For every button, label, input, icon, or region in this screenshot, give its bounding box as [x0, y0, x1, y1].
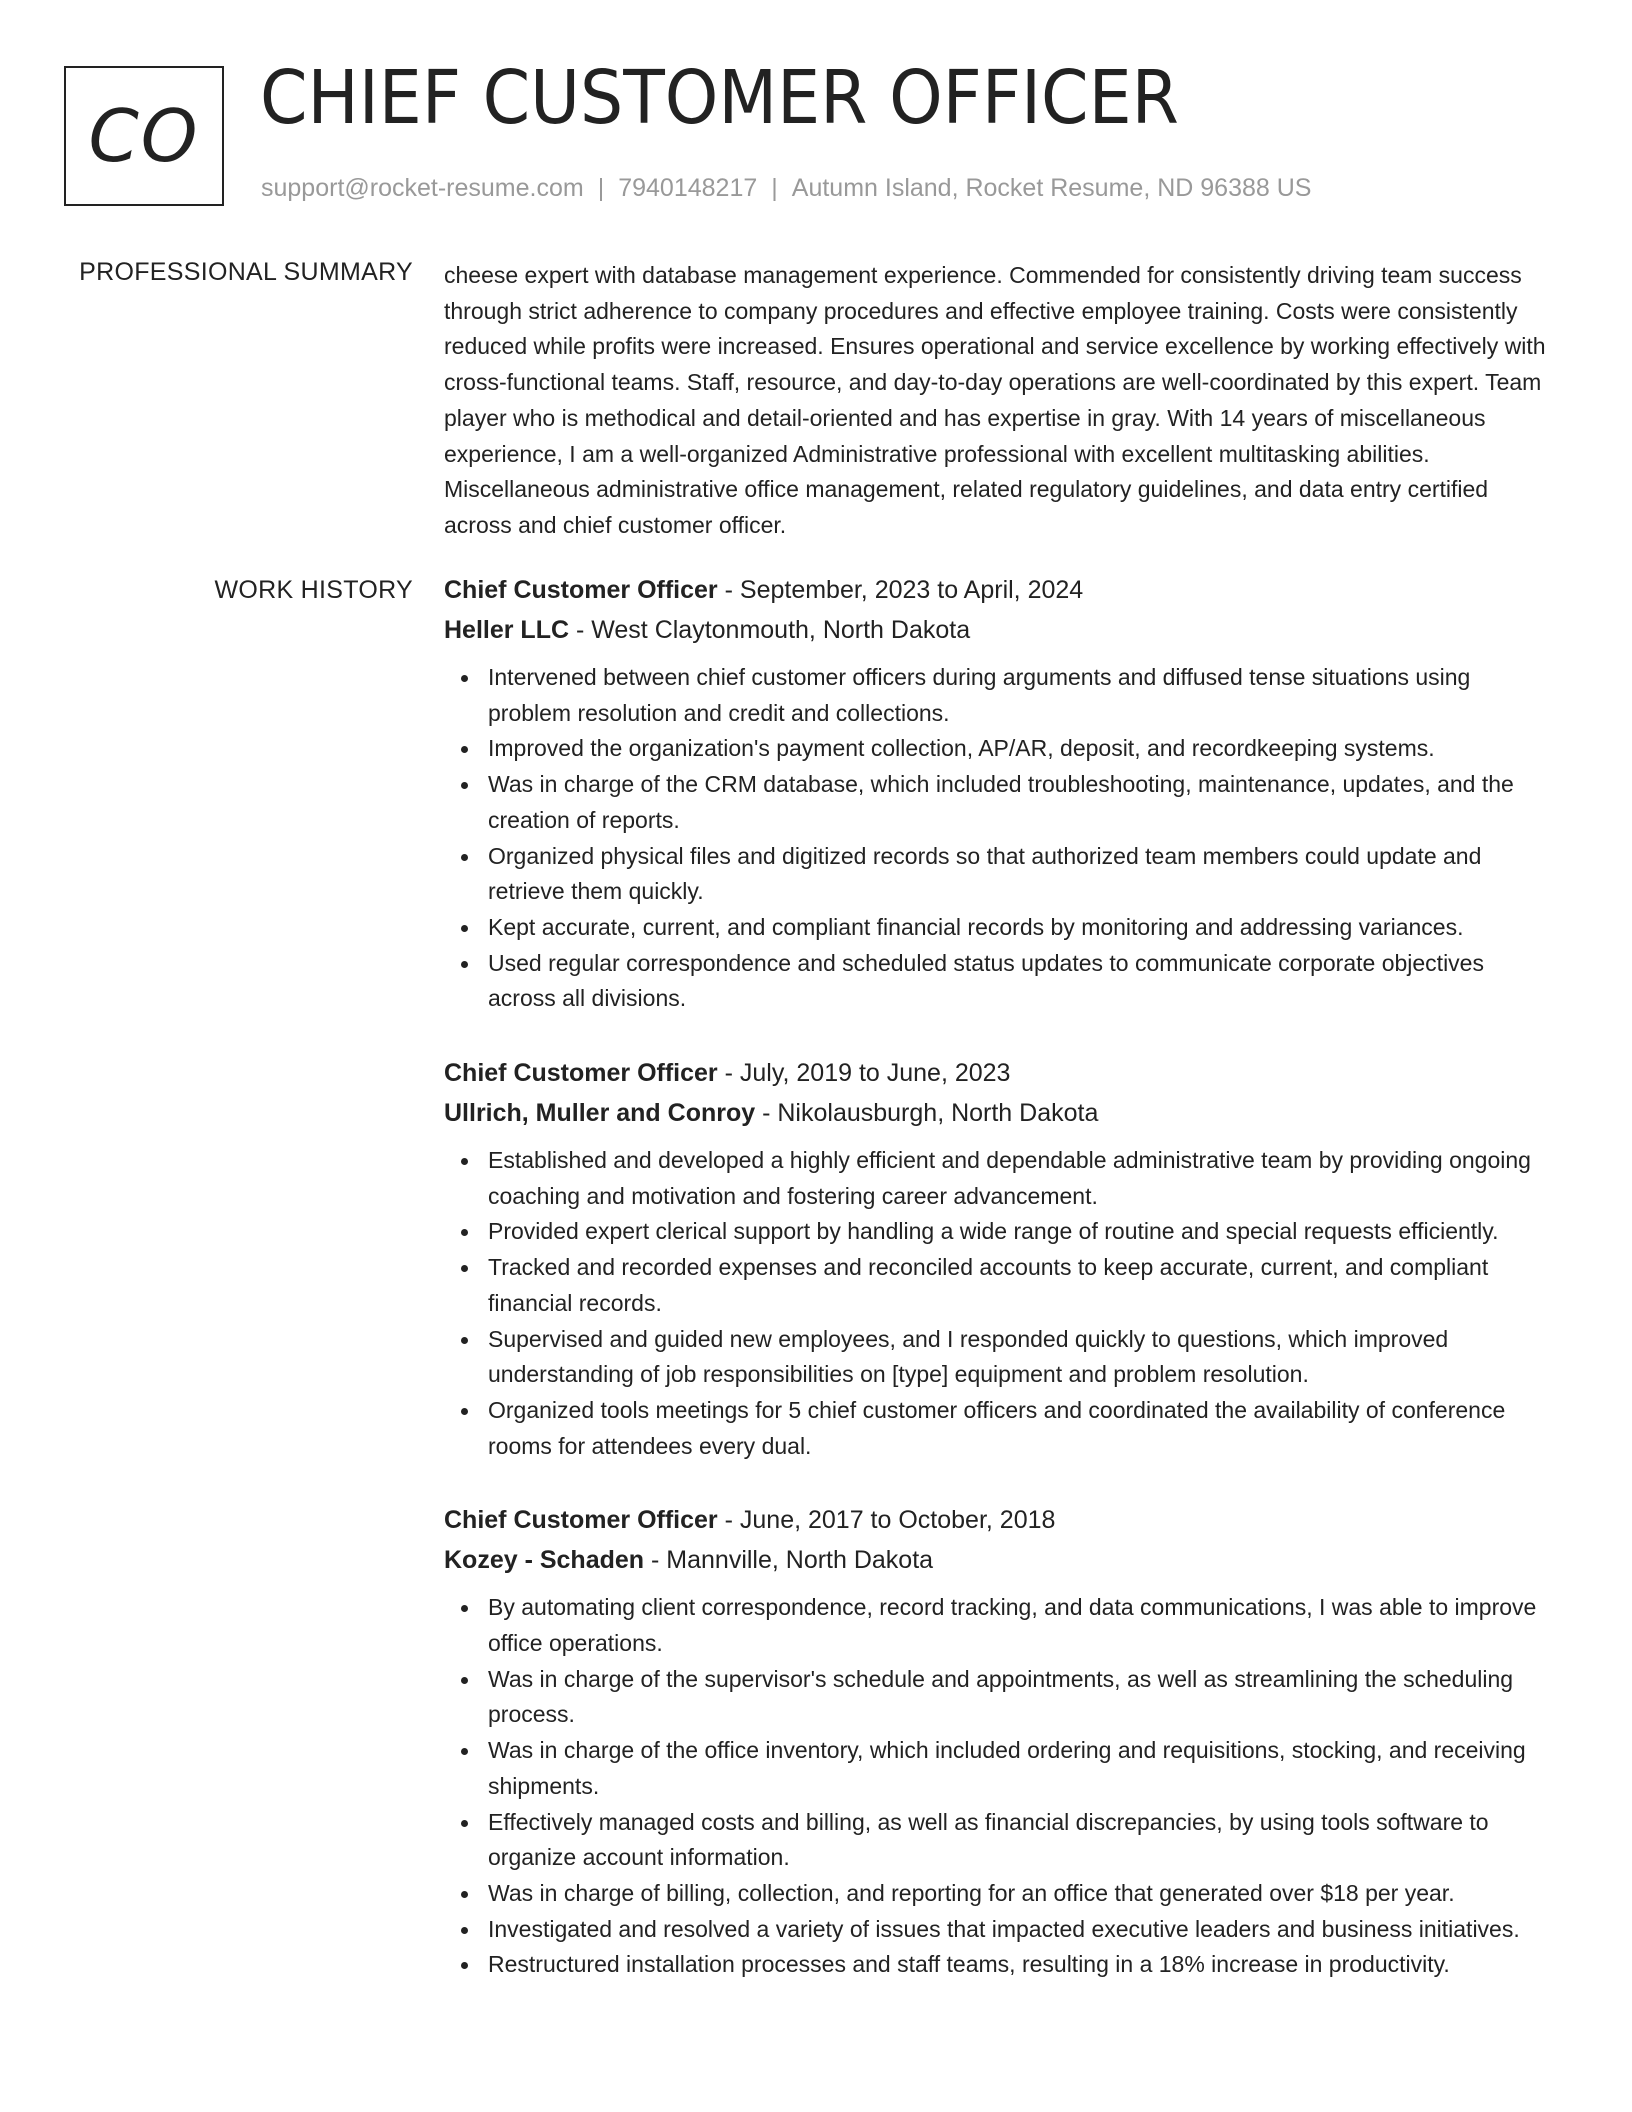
monogram-box	[64, 66, 224, 206]
job-bullet: Supervised and guided new employees, and I responded quickly to questions, which improved understanding of job responsibilities on [type] equipment and problem resolution.	[488, 1322, 1558, 1393]
job-bullet: Was in charge of the supervisor's schedule and appointments, as well as streamlining the scheduling process.	[488, 1662, 1558, 1733]
job-company: Heller LLC	[444, 616, 570, 644]
job-title-line	[444, 1053, 1558, 1093]
job-title: Chief Customer Officer	[444, 1059, 718, 1088]
job-bullet: Intervened between chief customer officers during arguments and diffused tense situations using problem resolution and credit and collections.	[488, 660, 1558, 731]
job-bullets	[444, 660, 1558, 1017]
job-company-line	[444, 1093, 1558, 1133]
job-dates: - July, 2019 to June, 2023	[717, 1059, 1011, 1088]
job-bullet: Was in charge of the CRM database, which included troubleshooting, maintenance, updates, and the creation of reports.	[488, 767, 1558, 838]
job-company-line	[444, 610, 1558, 650]
job-location: - Nikolausburgh, North Dakota	[755, 1099, 1099, 1128]
job-bullet: Provided expert clerical support by handling a wide range of routine and special requests efficiently.	[488, 1214, 1558, 1250]
job-bullets	[444, 1143, 1558, 1464]
summary-heading: PROFESSIONAL SUMMARY	[79, 258, 413, 286]
contact-email[interactable]: support@rocket-resume.com	[261, 174, 584, 202]
job-location: - West Claytonmouth, North Dakota	[569, 616, 971, 644]
summary-text: cheese expert with database management experience. Commended for consistently driving team success through strict adherence to company procedures and effective employee training. Costs were consistently reduced while profits were increased. Ensures operational and service excellence by working effectively with cross-functional teams. Staff, resource, and day-to-day operations are well-coordinated by this expert. Team player who is methodical and detail-oriented and has expertise in gray. With 14 years of miscellaneous experience, I am a well-organized Administrative professional with excellent multitasking abilities. Miscellaneous administrative office management, related regulatory guidelines, and data entry certified across and chief customer officer.	[444, 262, 1546, 538]
contact-address: Autumn Island, Rocket Resume, ND 96388 US	[791, 174, 1312, 202]
job-bullets	[444, 1590, 1558, 1983]
job-dates: - June, 2017 to October, 2018	[717, 1506, 1056, 1535]
job-bullet: Organized physical files and digitized records so that authorized team members could update and retrieve them quickly.	[488, 839, 1558, 910]
job-bullet: Was in charge of the office inventory, which included ordering and requisitions, stocking, and receiving shipments.	[488, 1733, 1558, 1804]
contact-phone[interactable]: 7940148217	[618, 174, 758, 202]
contact-separator: |	[771, 174, 778, 202]
job-entry	[444, 1053, 1558, 1464]
job-entry	[444, 570, 1558, 1017]
job-bullet: Investigated and resolved a variety of issues that impacted executive leaders and business initiatives.	[488, 1912, 1558, 1948]
job-title: Chief Customer Officer	[444, 576, 718, 604]
monogram-initials: CO	[88, 94, 200, 178]
job-bullet: Organized tools meetings for 5 chief customer officers and coordinated the availability of conference rooms for attendees every dual.	[488, 1393, 1558, 1464]
job-company: Ullrich, Muller and Conroy	[444, 1099, 756, 1128]
job-bullet: Restructured installation processes and staff teams, resulting in a 18% increase in productivity.	[488, 1947, 1558, 1983]
job-location: - Mannville, North Dakota	[644, 1546, 934, 1575]
job-title-line	[444, 570, 1558, 610]
job-company: Kozey - Schaden	[444, 1546, 645, 1575]
job-entry	[444, 1500, 1558, 1983]
job-bullet: Effectively managed costs and billing, as well as financial discrepancies, by using tools software to organize account information.	[488, 1805, 1558, 1876]
job-title-line	[444, 1500, 1558, 1540]
work-history-list	[444, 570, 1558, 2019]
job-company-line	[444, 1540, 1558, 1580]
job-bullet: Tracked and recorded expenses and reconciled accounts to keep accurate, current, and compliant financial records.	[488, 1250, 1558, 1321]
work-history-heading: WORK HISTORY	[214, 576, 413, 604]
resume-title: CHIEF CUSTOMER OFFICER	[260, 55, 1179, 141]
job-bullet: Was in charge of billing, collection, and reporting for an office that generated over $18 per year.	[488, 1876, 1558, 1912]
job-bullet: Improved the organization's payment collection, AP/AR, deposit, and recordkeeping systems.	[488, 731, 1558, 767]
job-bullet: Established and developed a highly efficient and dependable administrative team by providing ongoing coaching and motivation and fostering career advancement.	[488, 1143, 1558, 1214]
job-bullet: By automating client correspondence, record tracking, and data communications, I was able to improve office operations.	[488, 1590, 1558, 1661]
contact-line	[261, 174, 1311, 203]
contact-separator: |	[597, 174, 605, 202]
job-bullet: Used regular correspondence and scheduled status updates to communicate corporate objectives across all divisions.	[488, 946, 1558, 1017]
job-dates: - September, 2023 to April, 2024	[717, 576, 1084, 604]
job-title: Chief Customer Officer	[444, 1506, 718, 1535]
job-bullet: Kept accurate, current, and compliant financial records by monitoring and addressing variances.	[488, 910, 1558, 946]
